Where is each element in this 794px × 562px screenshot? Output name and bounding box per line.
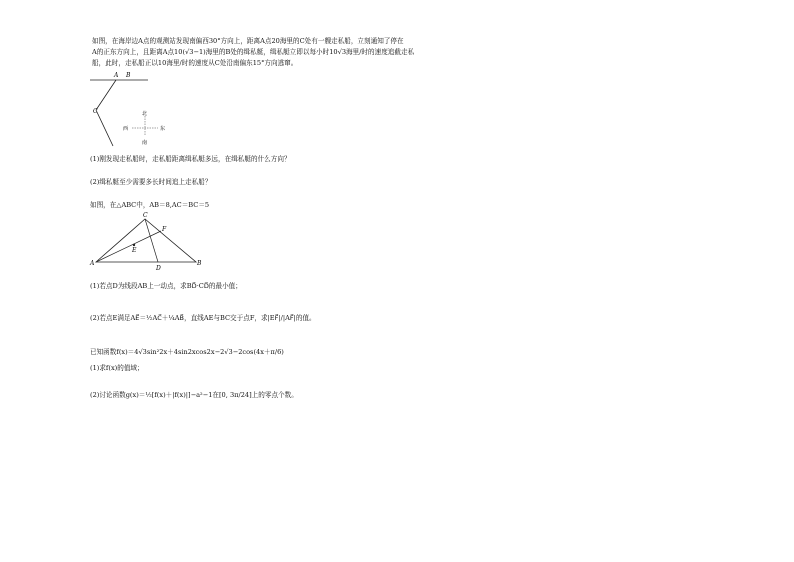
compass-west-label: 西: [123, 126, 129, 132]
point-c-label: C: [93, 108, 98, 115]
point-c-label: C: [143, 212, 148, 219]
point-f-label: F: [162, 226, 167, 233]
point-a-label: A: [90, 260, 95, 267]
problem1-question2: (2)缉私艇至少需要多长时间追上走私船？: [90, 178, 212, 186]
problem1-line2: A的正东方向上，且距离A点10(√3−1)海里的B处的缉私艇，缉私艇立即以每小时10√3海里/时的速度追截走私: [92, 48, 415, 56]
compass-south-label: 南: [142, 140, 148, 146]
point-e-dot: [133, 244, 135, 246]
point-b-label: B: [126, 72, 131, 79]
point-e-label: E: [132, 247, 137, 254]
problem2-question1: (1)若点D为线段AB上一动点，求BD⃗·CD⃗的最小值；: [90, 282, 242, 290]
problem1-line1: 如图，在海岸边A点的观测站发现南偏西30°方向上，距离A点20海里的C处有一艘走私船，立刻通知了停在: [92, 37, 404, 45]
problem2-figure: [88, 210, 210, 272]
problem3-intro: 已知函数f(x)＝4√3sin²2x＋4sin2xcos2x−2√3−2cos(4x＋π/6): [90, 348, 284, 356]
problem1-question1: (1)刚发现走私船时，走私船距离缉私艇多远，在缉私艇的什么方向？: [90, 155, 291, 163]
problem3-question2: (2)讨论函数g(x)＝½[f(x)＋|f(x)|]−a²−1在[0, 3π/24]上的零点个数。: [90, 391, 298, 399]
point-b-label: B: [197, 260, 202, 267]
problem2-question2: (2)若点E满足AE⃗＝½AC⃗＋¼AB⃗，直线AE与BC交于点F，求|EF⃗|/|AF⃗|的值。: [90, 314, 316, 322]
problem1-line3: 船，此时，走私船正以10海里/时的速度从C处沿南偏东15°方向逃窜。: [92, 59, 298, 67]
segment-cd: [145, 219, 158, 262]
compass-north-label: 北: [142, 111, 148, 117]
compass-east-label: 东: [160, 126, 166, 132]
segment-af: [96, 231, 161, 262]
problem3-question1: (1)求f(x)的值域；: [90, 364, 144, 372]
segment-ac: [96, 80, 116, 110]
problem1-figure: [88, 68, 178, 150]
point-d-label: D: [156, 265, 161, 272]
problem2-intro: 如图，在△ABC中，AB＝8,AC＝BC＝5: [90, 201, 210, 209]
compass-rose: [123, 110, 165, 146]
escape-route: [96, 110, 113, 146]
point-a-label: A: [114, 72, 119, 79]
triangle-abc: [96, 219, 196, 262]
